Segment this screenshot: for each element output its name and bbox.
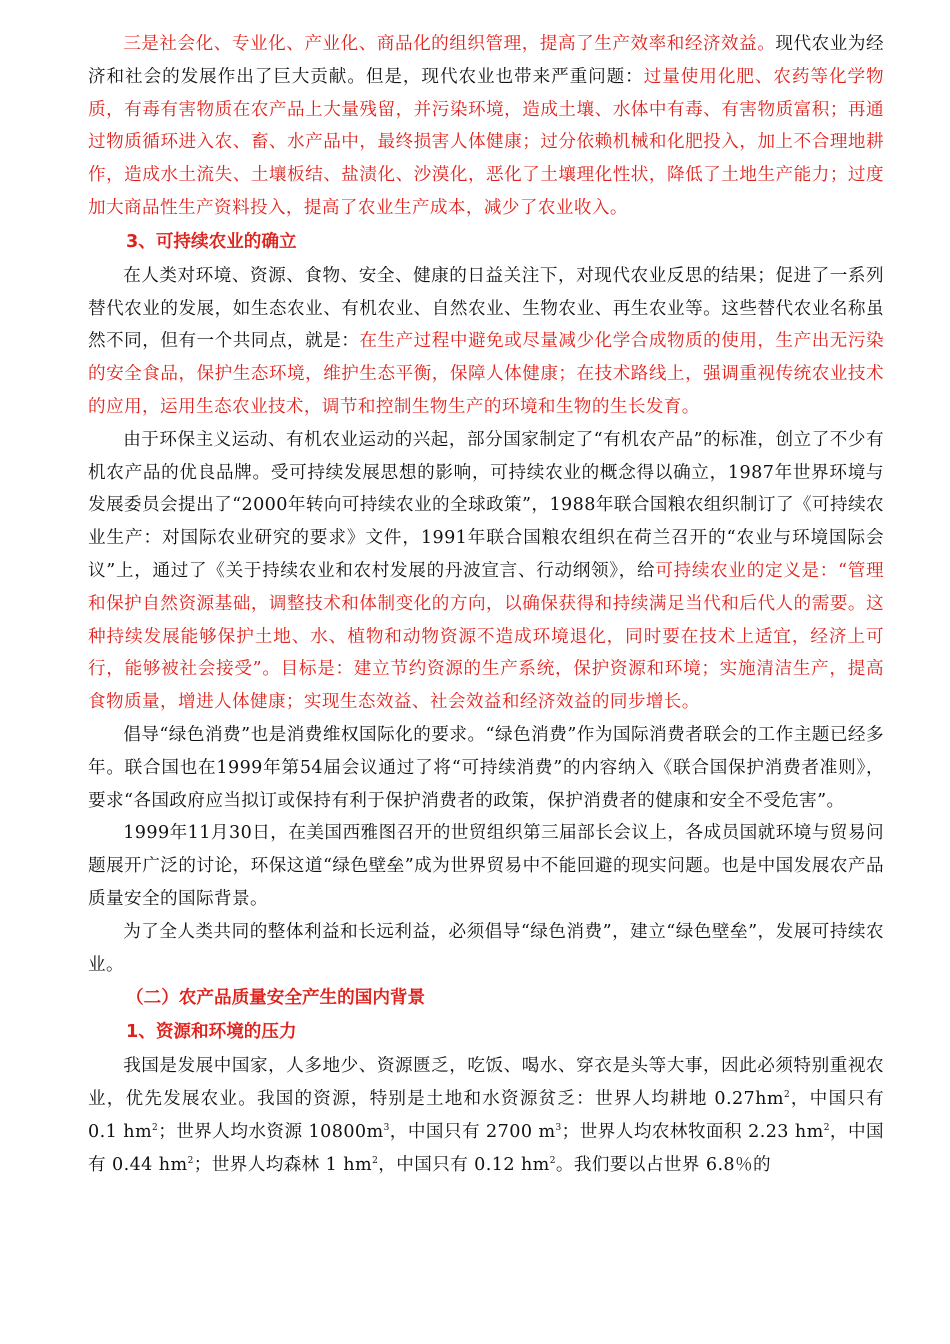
text-span: ；世界人均森林 1 hm (193, 1154, 373, 1175)
text-span: ；世界人均农林牧面积 2.23 hm (561, 1121, 824, 1142)
text-span: 在人类对环境、资源、食物、安全、健康的日益关注下，对现代农业反思的结果；促进了一系列替代农业的发展，如生态农业、有机农业、自然农业、生物农业、再生农业等。这些替代农业名称虽然不同，但有一个共同点，就是： (88, 265, 884, 352)
text-span: 现代农业为经济和社会的发展作出了巨大贡献。但是，现代农业也带来严重问题： (88, 34, 885, 87)
highlighted-text: 可持续农业的定义是：“管理和保护自然资源基础，调整技术和体制变化的方向，以确保获得和持续满足当代和后代人的需要。这种持续发展能够保护土地、水、植物和动物资源不造成环境退化，同时要在技术上适宜，经济上可行，能够被社会接受”。目标是：建立节约资源的生产系统，保护资源和环境；实施清洁生产，提高食物质量，增进人体健康；实现生态效益、社会效益和经济效益的同步增长。 (88, 560, 884, 713)
superscript: 2 (372, 1155, 379, 1166)
text-span: 1999年11月30日，在美国西雅图召开的世贸组织第三届部长会议上，各成员国就环境与贸易问题展开广泛的讨论，环保这道“绿色壁垒”成为世界贸易中不能回避的现实问题。也是中国发展农产品质量安全的国际背景。 (88, 823, 884, 909)
body-paragraph (88, 260, 884, 424)
superscript: 2 (152, 1123, 159, 1134)
text-span: 我国是发展中国家，人多地少、资源匮乏，吃饭、喝水、穿衣是头等大事，因此必须特别重视农业，优先发展农业。我国的资源，特别是土地和水资源贫乏：世界人均耕地 0.27hm (88, 1056, 884, 1110)
body-paragraph (88, 916, 884, 982)
superscript: 2 (823, 1123, 830, 1134)
text-span: 倡导“绿色消费”也是消费维权国际化的要求。“绿色消费”作为国际消费者联会的工作主题已经多年。联合国也在1999年第54届会议通过了将“可持续消费”的内容纳入《联合国保护消费者准则》，要求“各国政府应当拟订或保持有利于保护消费者的政策，保护消费者的健康和安全不受危害”。 (88, 724, 884, 811)
text-span: ，中国只有 2700 m (389, 1121, 556, 1142)
body-paragraph (88, 817, 884, 915)
body-paragraph (88, 28, 884, 225)
document-page (88, 28, 884, 1182)
text-span: 为了全人类共同的整体利益和长远利益，必须倡导“绿色消费”，建立“绿色壁垒”，发展可持续农业。 (88, 921, 884, 975)
body-paragraph (88, 1050, 884, 1181)
superscript: 2 (549, 1155, 556, 1166)
superscript: 3 (383, 1123, 390, 1134)
text-span: 。我们要以占世界 6.8％的 (555, 1154, 772, 1175)
section-heading: （二）农产品质量安全产生的国内背景 (126, 988, 426, 1009)
section-heading: 3、可持续农业的确立 (126, 231, 297, 252)
highlighted-text: 过量使用化肥、农药等化学物质，有毒有害物质在农产品上大量残留，并污染环境，造成土壤、水体中有毒、有害物质富积；再通过物质循环进入农、畜、水产品中，最终损害人体健康；过分依赖机械和化肥投入，加上不合理地耕作，造成水土流失、土壤板结、盐渍化、沙漠化，恶化了土壤理化性状，降低了土地生产能力；过度加大商品性生产资料投入，提高了农业生产成本，减少了农业收入。 (88, 66, 884, 218)
text-span: 由于环保主义运动、有机农业运动的兴起，部分国家制定了“有机农产品”的标准，创立了不少有机农产品的优良品牌。受可持续发展思想的影响，可持续农业的概念得以确立，1987年世界环境与发展委员会提出了“2000年转向可持续农业的全球政策”，1988年联合国粮农组织制订了《可持续农业生产：对国际农业研究的要求》文件，1991年联合国粮农组织在荷兰召开的“农业与环境国际会议”上，通过了《关于持续农业和农村发展的丹波宣言、行动纲领》，给 (88, 429, 884, 581)
text-span: ，中国只有 0.12 hm (378, 1154, 550, 1175)
text-span: ；世界人均水资源 10800m (158, 1121, 384, 1142)
text-span: ，中国有 0.44 hm (88, 1121, 884, 1175)
highlighted-text: 在生产过程中避免或尽量减少化学合成物质的使用，生产出无污染的安全食品，保护生态环境，维护生态平衡，保障人体健康；在技术路线上，强调重视传统农业技术的应用，运用生态农业技术，调节和控制生物生产的环境和生物的生长发育。 (88, 331, 884, 417)
body-paragraph (88, 424, 884, 719)
highlighted-text: 三是社会化、专业化、产业化、商品化的组织管理，提高了生产效率和经济效益。 (123, 34, 776, 54)
superscript: 3 (555, 1123, 562, 1134)
body-paragraph (88, 719, 884, 817)
text-span: ，中国只有 0.1 hm (88, 1089, 884, 1142)
superscript: 2 (783, 1090, 791, 1101)
section-heading: 1、资源和环境的压力 (126, 1022, 297, 1043)
superscript: 2 (187, 1155, 194, 1166)
